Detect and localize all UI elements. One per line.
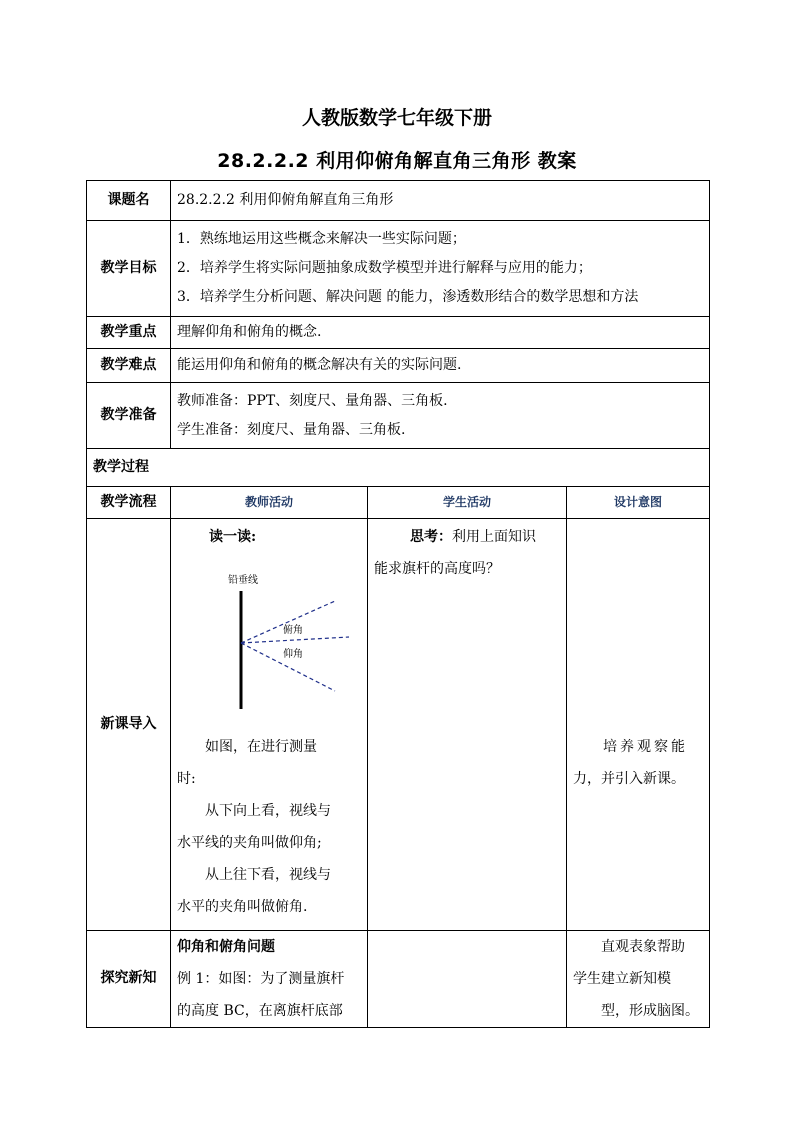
- document-title: 人教版数学七年级下册: [301, 107, 492, 129]
- explore-teacher-line: 例 1：如图：为了测量旗杆: [177, 971, 345, 987]
- explore-intent-line: 直观表象帮助: [601, 939, 685, 955]
- upper-sight-line: [241, 601, 335, 643]
- explore-label: 探究新知: [87, 931, 171, 1028]
- intro-text-line: 水平的夹角叫做俯角.: [177, 899, 308, 915]
- row-column-headers: [87, 487, 710, 519]
- explore-intent-line: 型，形成脑图。: [601, 1003, 699, 1019]
- column-header-intent: 设计意图: [567, 487, 710, 519]
- intent-line: 培养观察能: [603, 739, 688, 755]
- intro-student-cell: [368, 519, 567, 931]
- explore-teacher-cell: [171, 931, 368, 1028]
- row-preparation: [87, 383, 710, 449]
- student-line: 能求旗杆的高度吗？: [374, 561, 500, 577]
- row-process-title: [87, 449, 710, 487]
- column-header-student: 学生活动: [368, 487, 567, 519]
- process-title: 教学过程: [87, 449, 710, 487]
- goals-list: [171, 221, 710, 317]
- explore-teacher-title: 仰角和俯角问题: [177, 939, 275, 955]
- row-difficulty: [87, 349, 710, 383]
- vertical-line-label: 铅垂线: [228, 575, 258, 586]
- intro-text-line: 从下向上看，视线与: [205, 803, 331, 819]
- row-topic: [87, 181, 710, 221]
- row-explore: [87, 931, 710, 1028]
- goal-item: 1．熟练地运用这些概念来解决一些实际问题；: [177, 231, 466, 247]
- intro-text-line: 从上往下看，视线与: [205, 867, 331, 883]
- read-title: 读一读:: [209, 529, 257, 545]
- key-point-label: 教学重点: [87, 317, 171, 349]
- difficulty-label: 教学难点: [87, 349, 171, 383]
- intro-text-line: 水平线的夹角叫做仰角;: [177, 835, 322, 851]
- explore-student-cell: [368, 931, 567, 1028]
- document-subtitle: 28.2.2.2 利用仰俯角解直角三角形 教案: [217, 150, 577, 172]
- intent-line: 力，并引入新课。: [573, 771, 685, 787]
- topic-value: 28.2.2.2 利用仰俯角解直角三角形: [171, 181, 710, 221]
- intro-intent-cell: [567, 519, 710, 931]
- teacher-preparation: 教师准备：PPT、刻度尺、量角器、三角板.: [177, 392, 448, 409]
- intro-text-line: 如图，在进行测量: [205, 739, 317, 755]
- column-header-flow: 教学流程: [87, 487, 171, 519]
- difficulty-value: 能运用仰角和俯角的概念解决有关的实际问题.: [171, 349, 710, 383]
- topic-label: 课题名: [87, 181, 171, 221]
- lesson-plan-table: [86, 180, 710, 1028]
- explore-intent-line: 学生建立新知模: [573, 971, 671, 987]
- column-header-teacher: 教师活动: [171, 487, 368, 519]
- student-line: 利用上面知识: [452, 529, 536, 545]
- student-preparation: 学生准备：刻度尺、量角器、三角板.: [177, 421, 406, 438]
- horizontal-line: [241, 637, 349, 643]
- row-key-point: [87, 317, 710, 349]
- upper-angle-label: 俯角: [283, 625, 303, 636]
- goal-item: 3．培养学生分析问题、解决问题 的能力，渗透数形结合的数学思想和方法: [177, 289, 639, 305]
- key-point-value: 理解仰角和俯角的概念.: [171, 317, 710, 349]
- explore-teacher-line: 的高度 BC，在离旗杆底部: [177, 1003, 343, 1019]
- row-intro: [87, 519, 710, 931]
- row-goals: [87, 221, 710, 317]
- intro-text-line: 时:: [177, 771, 196, 787]
- elevation-depression-diagram: [213, 561, 373, 711]
- preparation-label: 教学准备: [87, 383, 171, 449]
- intro-teacher-cell: [171, 519, 368, 931]
- intro-label: 新课导入: [87, 519, 171, 931]
- lower-angle-label: 仰角: [283, 649, 303, 660]
- goal-item: 2．培养学生将实际问题抽象成数学模型并进行解释与应用的能力；: [177, 260, 592, 276]
- preparation-value: [171, 383, 710, 449]
- think-label: 思考：: [410, 529, 452, 545]
- goals-label: 教学目标: [87, 221, 171, 317]
- explore-intent-cell: [567, 931, 710, 1028]
